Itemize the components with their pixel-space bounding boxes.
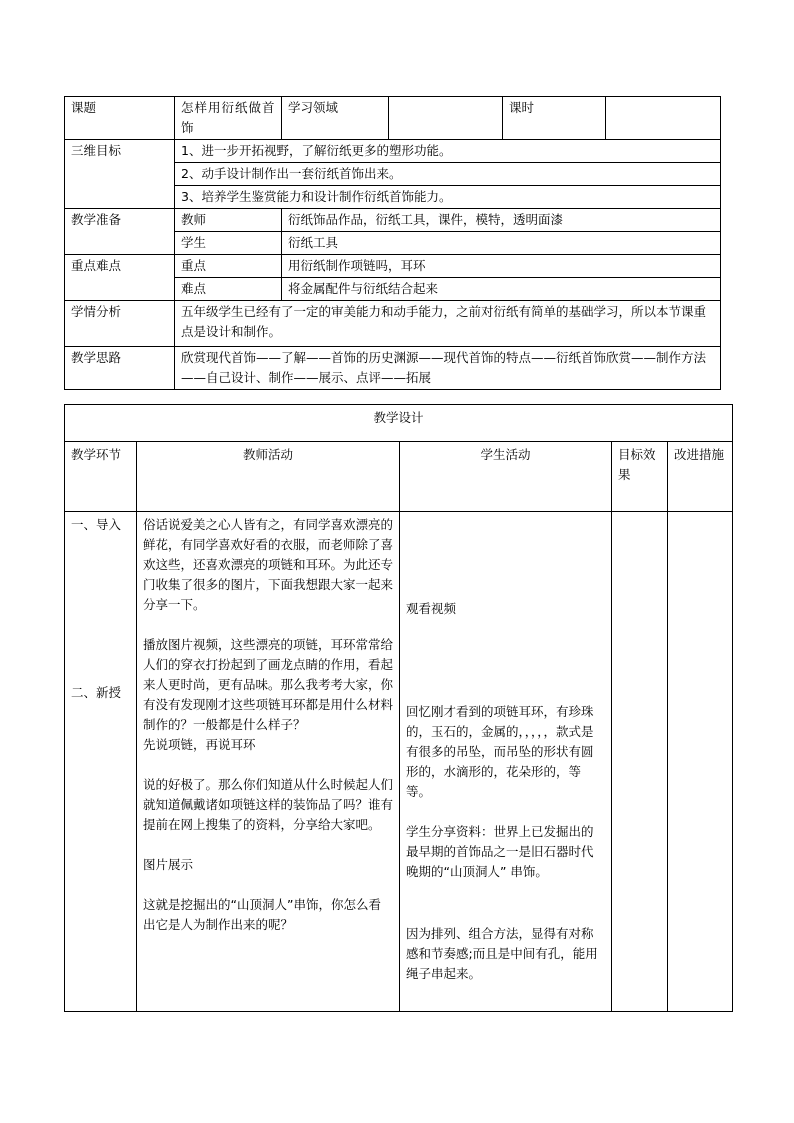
approach-row <box>65 347 721 390</box>
teacher-paragraph: 先说项链，再说耳环 <box>143 737 256 752</box>
design-title-row <box>65 405 733 442</box>
analysis-value: 五年级学生已经有了一定的审美能力和动手能力，之前对衍纸有简单的基础学习，所以本节课重点是设计和制作。 <box>175 301 721 347</box>
header-effect: 目标效果 <box>612 442 668 512</box>
teacher-paragraph: 俗话说爱美之心人皆有之，有同学喜欢漂亮的鲜花，有同学喜欢好看的衣服，而老师除了喜欢这些，还喜欢漂亮的项链和耳环。为此还专门收集了很多的图片，下面我想跟大家一起来分享一下。 <box>143 517 394 612</box>
teacher-paragraph: 说的好极了。那么你们知道从什么时候起人们就知道佩戴诸如项链这样的装饰品了吗？谁有提前在网上搜集了的资料，分享给大家吧。 <box>143 777 394 832</box>
teacher-paragraph: 图片展示 <box>143 857 194 872</box>
design-body-row <box>65 512 733 1012</box>
topic-row <box>65 97 721 140</box>
lesson-info-table <box>64 96 721 390</box>
teacher-paragraph: 这就是挖掘出的“山顶洞人”串饰，你怎么看出它是人为制作出来的呢？ <box>143 897 381 932</box>
hours-value <box>606 97 721 140</box>
header-student: 学生活动 <box>400 442 612 512</box>
prep-label: 教学准备 <box>65 209 175 255</box>
key-row <box>65 255 721 278</box>
goal-item: 1、进一步开拓视野，了解衍纸更多的塑形功能。 <box>175 140 721 163</box>
teacher-paragraph: 播放图片视频，这些漂亮的项链，耳环常常给人们的穿衣打扮起到了画龙点睛的作用，看起来人更时尚，更有品味。那么我考考大家，你有没有发现刚才这些项链耳环都是用什么材料制作的？一般都是什么样子？ <box>143 637 394 732</box>
goals-row <box>65 140 721 163</box>
stage-intro: 一、导入 <box>71 517 122 532</box>
prep-teacher-label: 教师 <box>175 209 282 232</box>
teacher-activity-cell <box>137 512 400 1012</box>
difficulty-label: 难点 <box>175 278 282 301</box>
goal-item: 2、动手设计制作出一套衍纸首饰出来。 <box>175 163 721 186</box>
difficulty-value: 将金属配件与衍纸结合起来 <box>282 278 721 301</box>
prep-row <box>65 209 721 232</box>
teaching-design-table <box>64 404 733 1012</box>
topic-value: 怎样用衍纸做首饰 <box>175 97 282 140</box>
header-teacher: 教师活动 <box>137 442 400 512</box>
goals-label: 三维目标 <box>65 140 175 209</box>
prep-student-value: 衍纸工具 <box>282 232 721 255</box>
student-paragraph: 观看视频 <box>406 601 457 616</box>
approach-value: 欣赏现代首饰——了解——首饰的历史渊源——现代首饰的特点——衍纸首饰欣赏——制作方法——自己设计、制作——展示、点评——拓展 <box>175 347 721 390</box>
student-paragraph: 学生分享资料：世界上已发掘出的最早期的首饰品之一是旧石器时代晚期的“山顶洞人” 串饰。 <box>406 824 594 879</box>
improve-cell <box>668 512 733 1012</box>
student-activity-cell <box>400 512 612 1012</box>
approach-label: 教学思路 <box>65 347 175 390</box>
header-stage: 教学环节 <box>65 442 137 512</box>
design-title: 教学设计 <box>65 405 733 442</box>
analysis-label: 学情分析 <box>65 301 175 347</box>
design-header-row <box>65 442 733 512</box>
header-improve: 改进措施 <box>668 442 733 512</box>
key-point-label: 重点 <box>175 255 282 278</box>
key-label: 重点难点 <box>65 255 175 301</box>
hours-label: 课时 <box>503 97 606 140</box>
stage-cell <box>65 512 137 1012</box>
goal-item: 3、培养学生鉴赏能力和设计制作衍纸首饰能力。 <box>175 186 721 209</box>
effect-cell <box>612 512 668 1012</box>
stage-new: 二、新授 <box>71 685 122 700</box>
key-point-value: 用衍纸制作项链吗，耳环 <box>282 255 721 278</box>
prep-teacher-value: 衍纸饰品作品，衍纸工具，课件，模特，透明面漆 <box>282 209 721 232</box>
prep-student-label: 学生 <box>175 232 282 255</box>
analysis-row <box>65 301 721 347</box>
area-value <box>389 97 503 140</box>
student-paragraph: 回忆刚才看到的项链耳环，有珍珠的，玉石的，金属的，，，，，款式是有很多的吊坠，而吊坠的形状有圆形的，水滴形的，花朵形的，等等。 <box>406 704 594 799</box>
area-label: 学习领域 <box>282 97 389 140</box>
student-paragraph: 因为排列、组合方法，显得有对称感和节奏感;而且是中间有孔，能用绳子串起来。 <box>406 926 598 981</box>
topic-label: 课题 <box>65 97 175 140</box>
